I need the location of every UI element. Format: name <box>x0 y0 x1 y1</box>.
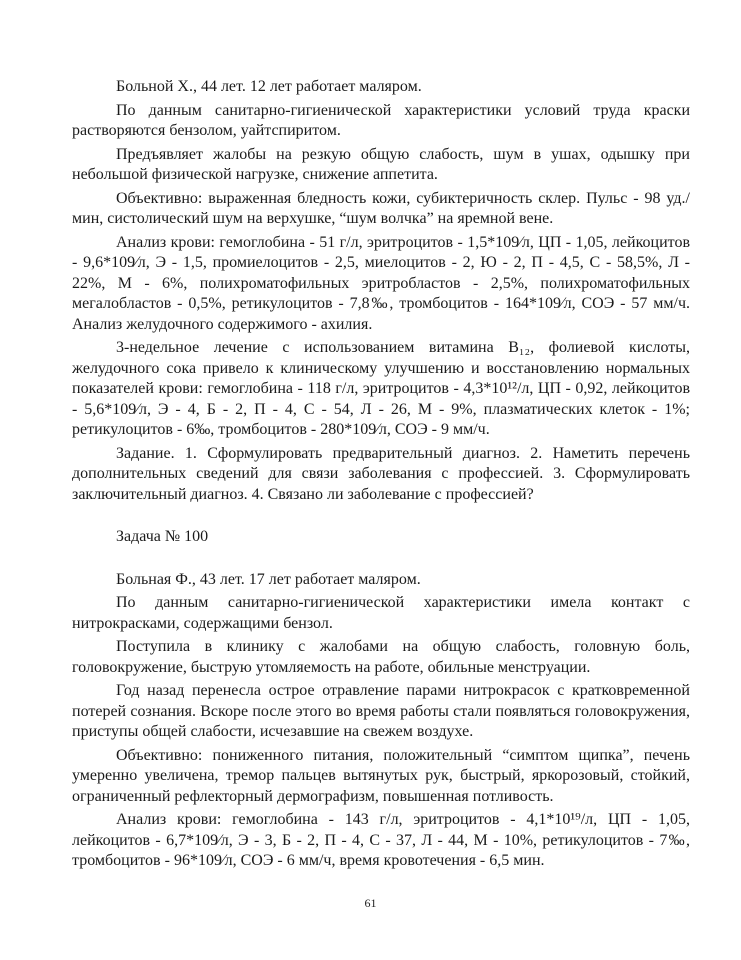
case-2-intro: Больная Ф., 43 лет. 17 лет работает маляром. <box>116 570 421 588</box>
page-number: 61 <box>364 896 377 910</box>
case-1-objective: Объективно: выраженная бледность кожи, субиктеричность склер. Пульс - 98 уд./мин, систолический шум на верхушке, “шум волчка” на яремной вене. <box>72 189 690 227</box>
case-2 <box>72 570 690 872</box>
case-2-complaints: Поступила в клинику с жалобами на общую слабость, головную боль, головокружение, быструю утомляемость на работе, обильные менструации. <box>72 638 690 676</box>
case-1-task: Задание. 1. Сформулировать предварительный диагноз. 2. Наметить перечень дополнительных сведений для связи заболевания с профессией. 3. Сформулировать заключительный диагноз. 4. Связано ли заболевание с профессией? <box>72 444 690 503</box>
document-page <box>72 77 690 872</box>
case-1-conditions: По данным санитарно-гигиенической характеристики условий труда краски растворяются бензолом, уайтспиритом. <box>72 101 690 139</box>
case-2-objective: Объективно: пониженного питания, положительный “симптом щипка”, печень умеренно увеличена, тремор пальцев вытянутых рук, быстрый, яркорозовый, стойкий, ограниченный рефлекторный дермографизм, повышенная потливость. <box>72 746 690 805</box>
case-1 <box>72 77 690 505</box>
case-1-treatment: 3-недельное лечение с использованием витамина B₁₂, фолиевой кислоты, желудочного сока привело к клиническому улучшению и восстановлению нормальных показателей крови: гемоглобина - 118 г/л, эритроцитов - 4,3*10¹²/л, ЦП - 0,92, лейкоцитов - 5,6*109⁄л, Э - 4, Б - 2, П - 4, С - 54, Л - 26, М - 9%, плазматических клеток - 1%; ретикулоцитов - 6‰, тромбоцитов - 280*109⁄л, СОЭ - 9 мм/ч. <box>72 339 690 438</box>
case-2-blood-test: Анализ крови: гемоглобина - 143 г/л, эритроцитов - 4,1*10¹⁹/л, ЦП - 1,05, лейкоцитов - 6,7*109⁄л, Э - 3, Б - 2, П - 4, С - 37, Л - 44, М - 10%, ретикулоцитов - 7‰, тромбоцитов - 96*109⁄л, СОЭ - 6 мм/ч, время кровотечения - 6,5 мин. <box>72 811 690 869</box>
case-2-history: Год назад перенесла острое отравление парами нитрокрасок с кратковременной потерей сознания. Вскоре после этого во время работы стали появляться головокружения, приступы общей слабости, исчезавшие на свежем воздухе. <box>72 682 690 740</box>
case-2-title: Задача № 100 <box>116 528 209 545</box>
case-1-complaints: Предъявляет жалобы на резкую общую слабость, шум в ушах, одышку при небольшой физической нагрузке, снижение аппетита. <box>72 145 690 183</box>
case-1-intro: Больной Х., 44 лет. 12 лет работает маляром. <box>116 78 422 95</box>
case-2-conditions: По данным санитарно-гигиенической характеристики имела контакт с нитрокрасками, содержащими бензол. <box>72 594 690 632</box>
case-1-blood-test: Анализ крови: гемоглобина - 51 г/л, эритроцитов - 1,5*109⁄л, ЦП - 1,05, лейкоцитов - 9,6*109⁄л, Э - 1,5, промиелоцитов - 2,5, миелоцитов - 2, Ю - 2, П - 4,5, С - 58,5%, Л - 22%, М - 6%, полихроматофильных эритробластов - 2,5%, полихроматофильных мегалобластов - 0,5%, ретикулоцитов - 7,8‰, тромбоцитов - 164*109⁄л, СОЭ - 57 мм/ч. Анализ желудочного содержимого - ахилия. <box>72 233 690 333</box>
